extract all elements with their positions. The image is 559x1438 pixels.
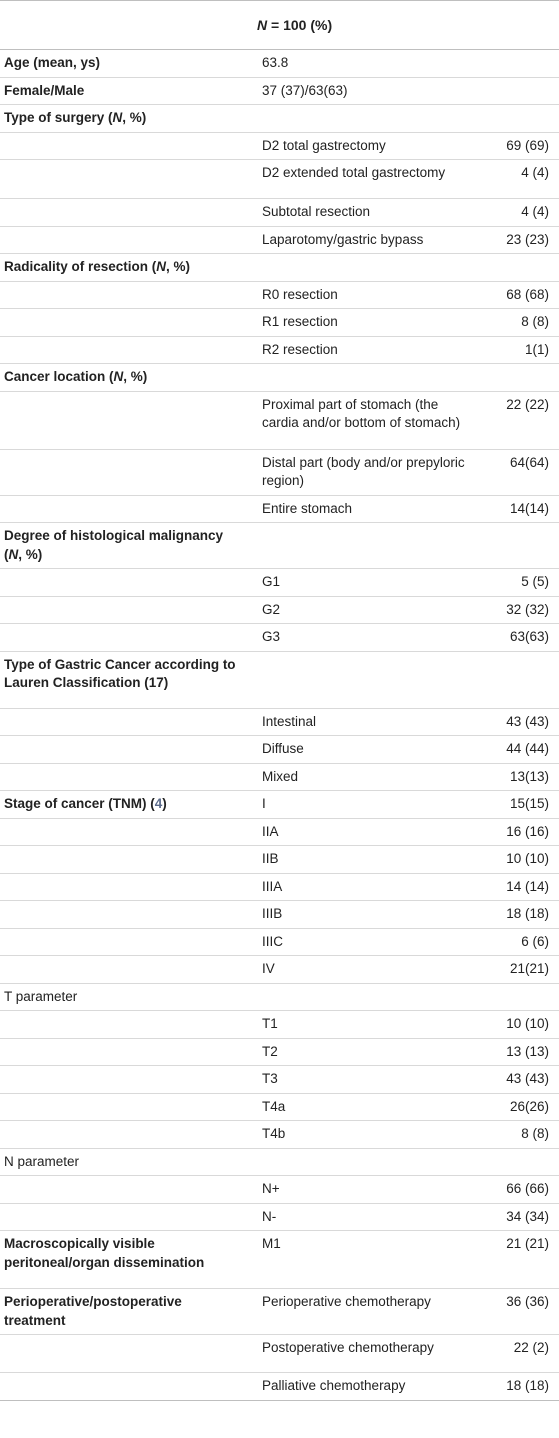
row-label — [0, 226, 248, 254]
row-subcategory: T1 — [248, 1011, 478, 1039]
row-subcategory — [248, 364, 478, 392]
table-row — [0, 956, 559, 984]
row-label — [0, 818, 248, 846]
table-row — [0, 624, 559, 652]
row-label — [0, 846, 248, 874]
row-value: 66 (66) — [478, 1176, 559, 1204]
table-row — [0, 254, 559, 282]
table-row — [0, 199, 559, 227]
table-row — [0, 309, 559, 337]
row-label — [0, 901, 248, 929]
table-row — [0, 1373, 559, 1401]
row-subcategory: R2 resection — [248, 336, 478, 364]
header-col1 — [0, 1, 248, 50]
row-subcategory: M1 — [248, 1231, 478, 1289]
row-value: 64(64) — [478, 449, 559, 495]
row-value: 21(21) — [478, 956, 559, 984]
table-row — [0, 1038, 559, 1066]
row-subcategory: T4b — [248, 1121, 478, 1149]
row-label — [0, 596, 248, 624]
row-label: Female/Male — [0, 77, 248, 105]
row-subcategory: IIB — [248, 846, 478, 874]
row-value: 8 (8) — [478, 309, 559, 337]
table-row — [0, 569, 559, 597]
row-subcategory: G2 — [248, 596, 478, 624]
row-label — [0, 199, 248, 227]
row-subcategory: Entire stomach — [248, 495, 478, 523]
table-row — [0, 1231, 559, 1289]
table-row — [0, 495, 559, 523]
table-row — [0, 226, 559, 254]
row-value — [478, 105, 559, 133]
table-row — [0, 160, 559, 199]
row-value: 36 (36) — [478, 1289, 559, 1335]
row-value — [478, 1148, 559, 1176]
row-label: Perioperative/postoperative treatment — [0, 1289, 248, 1335]
row-value: 43 (43) — [478, 708, 559, 736]
row-subcategory: I — [248, 791, 478, 819]
row-label — [0, 336, 248, 364]
row-value: 13 (13) — [478, 1038, 559, 1066]
table-row — [0, 1289, 559, 1335]
table-row — [0, 928, 559, 956]
row-subcategory: T3 — [248, 1066, 478, 1094]
row-value — [478, 983, 559, 1011]
row-label — [0, 1373, 248, 1401]
row-value: 63(63) — [478, 624, 559, 652]
table-row — [0, 791, 559, 819]
row-subcategory: G3 — [248, 624, 478, 652]
row-value — [478, 651, 559, 708]
row-subcategory: Diffuse — [248, 736, 478, 764]
row-value: 26(26) — [478, 1093, 559, 1121]
table-row — [0, 449, 559, 495]
row-subcategory — [248, 1148, 478, 1176]
table-row — [0, 873, 559, 901]
row-label — [0, 928, 248, 956]
row-label — [0, 956, 248, 984]
row-subcategory: R1 resection — [248, 309, 478, 337]
table-row — [0, 1203, 559, 1231]
row-label — [0, 1066, 248, 1094]
row-subcategory: Mixed — [248, 763, 478, 791]
row-value — [478, 523, 559, 569]
row-label: Macroscopically visible peritoneal/organ dissemination — [0, 1231, 248, 1289]
row-label — [0, 160, 248, 199]
table-row — [0, 336, 559, 364]
row-label — [0, 1011, 248, 1039]
row-value: 32 (32) — [478, 596, 559, 624]
row-label — [0, 309, 248, 337]
row-value: 14 (14) — [478, 873, 559, 901]
row-label — [0, 1038, 248, 1066]
table-row — [0, 1176, 559, 1204]
row-value: 1(1) — [478, 336, 559, 364]
row-value: 10 (10) — [478, 846, 559, 874]
table-row — [0, 901, 559, 929]
header-col2: N = 100 (%) — [248, 1, 559, 50]
row-label: Cancer location (N, %) — [0, 364, 248, 392]
row-label: Degree of histological malignancy (N, %) — [0, 523, 248, 569]
row-value: 44 (44) — [478, 736, 559, 764]
row-value: 21 (21) — [478, 1231, 559, 1289]
row-value — [478, 364, 559, 392]
table-row — [0, 1066, 559, 1094]
row-subcategory: T4a — [248, 1093, 478, 1121]
row-subcategory: IIA — [248, 818, 478, 846]
table-row — [0, 983, 559, 1011]
row-value: 34 (34) — [478, 1203, 559, 1231]
table-row — [0, 1335, 559, 1373]
table-row — [0, 651, 559, 708]
row-label — [0, 281, 248, 309]
row-value: 13(13) — [478, 763, 559, 791]
row-subcategory: IIIB — [248, 901, 478, 929]
table-row — [0, 281, 559, 309]
row-value: 68 (68) — [478, 281, 559, 309]
table-header — [0, 1, 559, 50]
row-subcategory — [248, 105, 478, 133]
table-row — [0, 105, 559, 133]
row-label — [0, 569, 248, 597]
row-value: 23 (23) — [478, 226, 559, 254]
row-label — [0, 449, 248, 495]
row-subcategory: N- — [248, 1203, 478, 1231]
row-subcategory: Intestinal — [248, 708, 478, 736]
row-label — [0, 1093, 248, 1121]
table-row — [0, 596, 559, 624]
row-label — [0, 736, 248, 764]
table-row — [0, 364, 559, 392]
row-label — [0, 391, 248, 449]
row-value: 18 (18) — [478, 1373, 559, 1401]
row-subcategory: R0 resection — [248, 281, 478, 309]
row-label — [0, 708, 248, 736]
row-label: T parameter — [0, 983, 248, 1011]
row-subcategory: N+ — [248, 1176, 478, 1204]
row-value: 18 (18) — [478, 901, 559, 929]
table-row — [0, 1121, 559, 1149]
row-value: 4 (4) — [478, 160, 559, 199]
row-subcategory: Proximal part of stomach (the cardia and/or bottom of stomach) — [248, 391, 478, 449]
table-row — [0, 391, 559, 449]
row-value: 10 (10) — [478, 1011, 559, 1039]
row-label: Radicality of resection (N, %) — [0, 254, 248, 282]
table-row — [0, 1148, 559, 1176]
row-subcategory — [248, 254, 478, 282]
table-row — [0, 523, 559, 569]
table-row — [0, 736, 559, 764]
row-subcategory: IIIA — [248, 873, 478, 901]
row-value: 69 (69) — [478, 132, 559, 160]
row-subcategory — [248, 983, 478, 1011]
row-subcategory: Perioperative chemotherapy — [248, 1289, 478, 1335]
row-value: 15(15) — [478, 791, 559, 819]
row-subcategory: 37 (37)/63(63) — [248, 77, 559, 105]
row-value: 4 (4) — [478, 199, 559, 227]
row-value: 22 (2) — [478, 1335, 559, 1373]
row-value — [478, 254, 559, 282]
row-value: 43 (43) — [478, 1066, 559, 1094]
row-label — [0, 1335, 248, 1373]
row-value: 22 (22) — [478, 391, 559, 449]
row-label — [0, 495, 248, 523]
table-row — [0, 1011, 559, 1039]
row-subcategory: Subtotal resection — [248, 199, 478, 227]
row-label: N parameter — [0, 1148, 248, 1176]
row-subcategory — [248, 523, 478, 569]
row-subcategory: IV — [248, 956, 478, 984]
row-subcategory: D2 extended total gastrectomy — [248, 160, 478, 199]
row-value: 14(14) — [478, 495, 559, 523]
row-label — [0, 1176, 248, 1204]
row-subcategory: G1 — [248, 569, 478, 597]
table-row — [0, 77, 559, 105]
row-subcategory: IIIC — [248, 928, 478, 956]
row-label — [0, 1203, 248, 1231]
row-label: Stage of cancer (TNM) (4) — [0, 791, 248, 819]
row-value: 6 (6) — [478, 928, 559, 956]
row-label: Type of surgery (N, %) — [0, 105, 248, 133]
row-label — [0, 1121, 248, 1149]
row-label — [0, 873, 248, 901]
table-row — [0, 50, 559, 78]
row-value: 16 (16) — [478, 818, 559, 846]
row-label: Age (mean, ys) — [0, 50, 248, 78]
row-value: 8 (8) — [478, 1121, 559, 1149]
table-body — [0, 50, 559, 1401]
row-subcategory: 63.8 — [248, 50, 559, 78]
table-row — [0, 818, 559, 846]
row-label — [0, 624, 248, 652]
row-subcategory: D2 total gastrectomy — [248, 132, 478, 160]
table-row — [0, 708, 559, 736]
row-subcategory: Laparotomy/gastric bypass — [248, 226, 478, 254]
row-value: 5 (5) — [478, 569, 559, 597]
table-row — [0, 1093, 559, 1121]
row-subcategory: Distal part (body and/or prepyloric region) — [248, 449, 478, 495]
row-subcategory: Postoperative chemotherapy — [248, 1335, 478, 1373]
table-row — [0, 132, 559, 160]
row-subcategory: T2 — [248, 1038, 478, 1066]
row-subcategory — [248, 651, 478, 708]
row-label — [0, 763, 248, 791]
row-label — [0, 132, 248, 160]
table-row — [0, 763, 559, 791]
row-label: Type of Gastric Cancer according to Lauren Classification (17) — [0, 651, 248, 708]
row-subcategory: Palliative chemotherapy — [248, 1373, 478, 1401]
table-row — [0, 846, 559, 874]
